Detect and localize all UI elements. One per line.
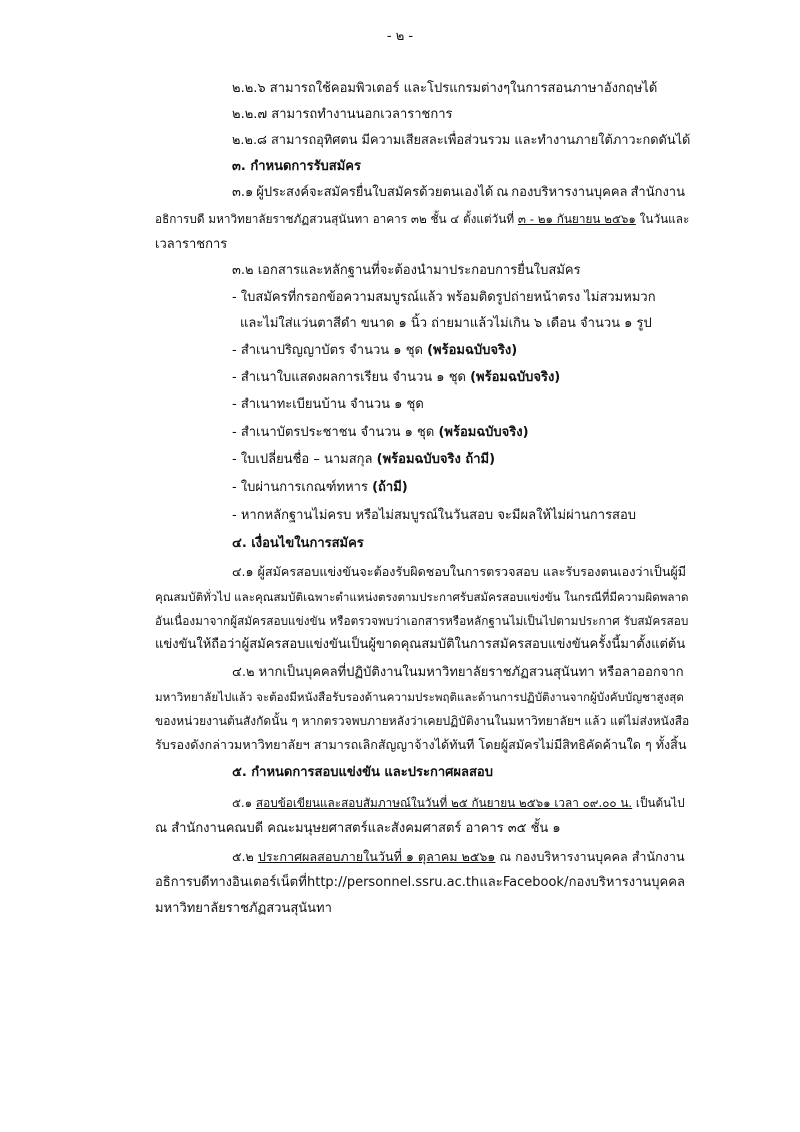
exam-date: สอบข้อเขียนและสอบสัมภาษณ์ในวันที่ ๒๕ กันยายน ๒๕๖๑ เวลา ๐๙.๐๐ น.: [255, 796, 633, 810]
doc-text: - สำเนาปริญญาบัตร จำนวน ๑ ชุด: [232, 343, 428, 358]
p52-word: และ: [479, 875, 503, 890]
p31-text-end: ในวันและ: [635, 212, 690, 226]
para-4-2-line1: ๔.๒ หากเป็นบุคคลที่ปฏิบัติงานในมหาวิทยาลัยราชภัฏสวนสุนันทา หรือลาออกจาก: [232, 665, 684, 680]
doc-note-bold: (ถ้ามี): [372, 480, 408, 495]
doc-item-incomplete-warning: - หากหลักฐานไม่ครบ หรือไม่สมบูรณ์ในวันสอบ จะมีผลให้ไม่ผ่านการสอบ: [232, 508, 637, 523]
doc-item-id-card: [232, 424, 529, 442]
result-date: ประกาศผลสอบภายในวันที่ ๑ ตุลาคม ๒๕๖๑: [257, 849, 496, 864]
para-5-1-line1: [232, 794, 685, 812]
p52-word: /: [564, 875, 569, 890]
para-4-2-line3: ของหน่วยงานต้นสังกัดนั้น ๆ หากตรวจพบภายหลังว่าเคยปฏิบัติงานในมหาวิทยาลัยฯ แล้ว แต่ไม่ส่งหนังสือ: [155, 714, 690, 728]
p52-word: ทางอินเตอร์เน็ต: [209, 875, 299, 890]
doc-item-photo-spec: และไม่ใส่แว่นตาสีดำ ขนาด ๑ นิ้ว ถ่ายมาแล้วไม่เกิน ๖ เดือน จำนวน ๑ รูป: [240, 316, 652, 331]
item-2-2-8: ๒.๒.๘ สามารถอุทิศตน มีความเสียสละเพื่อส่วนรวม และทำงานภายใต้ภาวะกดดันได้: [232, 133, 691, 148]
page-number: - ๒ -: [386, 29, 414, 44]
doc-note-bold: (พร้อมฉบับจริง): [470, 370, 561, 385]
para-5-2-line1: [232, 848, 685, 866]
doc-item-transcript: [232, 369, 560, 387]
doc-item-military: [232, 479, 408, 497]
section-4-heading: ๔. เงื่อนไขในการสมัคร: [232, 536, 364, 551]
p52-end: ณ กองบริหารงานบุคคล สำนักงาน: [495, 849, 685, 864]
p31-word: สำนักงาน: [630, 185, 685, 200]
section-5-heading: ๕. กำหนดการสอบแข่งขัน และประกาศผลสอบ: [232, 765, 493, 780]
doc-text: - สำเนาใบแสดงผลการเรียน จำนวน ๑ ชุด: [232, 370, 471, 385]
p52-word: ที่: [298, 875, 307, 890]
p31-word: ผู้ประสงค์จะสมัครยื่นใบสมัครด้วยตนเองได้: [256, 185, 494, 200]
para-4-1-line1: ๔.๑ ผู้สมัครสอบแข่งขันจะต้องรับผิดชอบในการตรวจสอบ และรับรองตนเองว่าเป็นผู้มี: [232, 564, 687, 579]
para-3-2: ๓.๒ เอกสารและหลักฐานที่จะต้องนำมาประกอบการยื่นใบสมัคร: [232, 263, 581, 278]
para-5-2-line3: มหาวิทยาลัยราชภัฏสวนสุนันทา: [155, 901, 332, 916]
p31-word: กองบริหารงานบุคคล: [511, 185, 628, 200]
para-4-1-line4: แข่งขันให้ถือว่าผู้สมัครสอบแข่งขันเป็นผู้ขาดคุณสมบัติในการสมัครสอบแข่งขันครั้งนี้มาตั้งแต่ต้น: [155, 637, 686, 652]
p52-word: Facebook: [502, 875, 564, 890]
p31-text: อธิการบดี มหาวิทยาลัยราชภัฏสวนสุนันทา อาคาร ๓๒ ชั้น ๔ ตั้งแต่วันที่: [155, 212, 518, 226]
p31-word: ณ: [496, 185, 509, 200]
para-4-1-line3: อันเนื่องมาจากผู้สมัครสอบแข่งขัน หรือตรวจพบว่าเอกสารหรือหลักฐานไม่เป็นไปตามประกาศ รับสมัครสอบ: [155, 614, 689, 628]
para-3-1-line1: [232, 184, 685, 202]
doc-text: - ใบผ่านการเกณฑ์ทหาร: [232, 480, 373, 495]
p52-word: อธิการบดี: [155, 875, 210, 890]
doc-text: - ใบเปลี่ยนชื่อ – นามสกุล: [232, 452, 377, 467]
p52-word: กองบริหารงานบุคคล: [568, 875, 685, 890]
para-4-1-line2: คุณสมบัติทั่วไป และคุณสมบัติเฉพาะตำแหน่งตรงตามประกาศรับสมัครสอบแข่งขัน ในกรณีที่มีความผิดพลาด: [155, 590, 689, 604]
p51-num: ๕.๑: [232, 796, 256, 810]
para-4-2-line2: มหาวิทยาลัยไปแล้ว จะต้องมีหนังสือรับรองด้านความประพฤติและด้านการปฏิบัติงานจากผู้บังคับบัญชาสูงสุด: [155, 690, 684, 704]
item-2-2-7: ๒.๒.๗ สามารถทำงานนอกเวลาราชการ: [232, 107, 453, 122]
p31-word: ๓.๑: [232, 185, 254, 200]
section-3-heading: ๓. กำหนดการรับสมัคร: [232, 159, 361, 174]
doc-item-name-change: [232, 451, 495, 469]
doc-note-bold: (พร้อมฉบับจริง): [438, 425, 529, 440]
doc-item-degree: [232, 342, 517, 360]
para-3-1-line2: [155, 210, 689, 228]
personnel-url-link[interactable]: http://personnel.ssru.ac.th: [307, 875, 480, 890]
para-4-2-line4: รับรองดังกล่าวมหาวิทยาลัยฯ สามารถเลิกสัญญาจ้างได้ทันที โดยผู้สมัครไม่มีสิทธิคัดค้านใด ๆ ทั้งสิ้น: [155, 737, 687, 752]
doc-text: - สำเนาบัตรประชาชน จำนวน ๑ ชุด: [232, 425, 439, 440]
para-5-2-line2: [155, 874, 685, 892]
application-date-range: ๓ - ๒๑ กันยายน ๒๕๖๑: [517, 212, 636, 226]
doc-item-house-registration: - สำเนาทะเบียนบ้าน จำนวน ๑ ชุด: [232, 397, 424, 412]
para-5-1-line2: ณ สำนักงานคณบดี คณะมนุษยศาสตร์และสังคมศาสตร์ อาคาร ๓๕ ชั้น ๑: [155, 821, 561, 836]
p52-num: ๕.๒: [232, 849, 258, 864]
doc-item-application-form: - ใบสมัครที่กรอกข้อความสมบูรณ์แล้ว พร้อมติดรูปถ่ายหน้าตรง ไม่สวมหมวก: [232, 290, 656, 305]
doc-note-bold: (พร้อมฉบับจริง ถ้ามี): [376, 452, 496, 467]
item-2-2-6: ๒.๒.๖ สามารถใช้คอมพิวเตอร์ และโปรแกรมต่างๆในการสอนภาษาอังกฤษได้: [232, 81, 658, 96]
para-3-1-line3: เวลาราชการ: [155, 237, 228, 252]
doc-note-bold: (พร้อมฉบับจริง): [427, 343, 518, 358]
p51-end: เป็นต้นไป: [632, 796, 685, 810]
